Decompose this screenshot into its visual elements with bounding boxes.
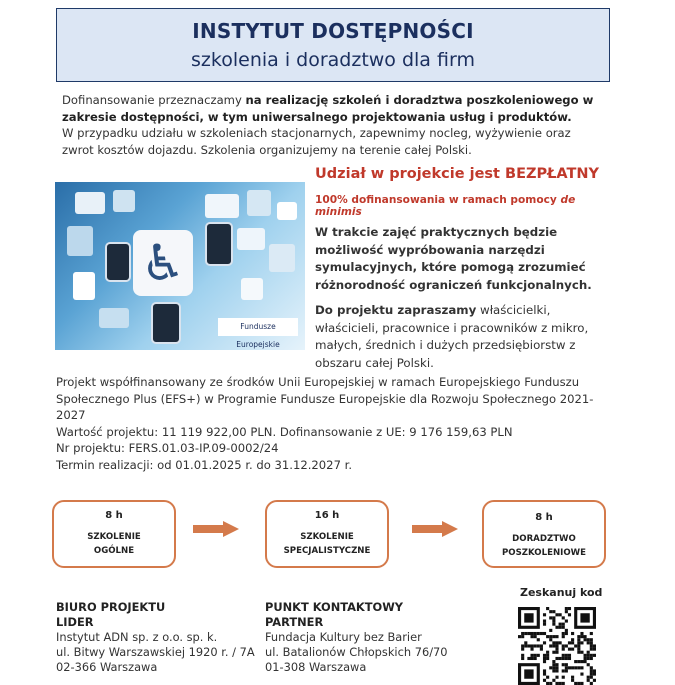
office-role: LIDER xyxy=(56,615,94,629)
accessibility-illustration xyxy=(55,182,305,350)
intro-accommodation: W przypadku udziału w szkoleniach stacjonarnych, zapewnimy nocleg, wyżywienie oraz zwrot kosztów dojazdu. Szkolenia organizujemy na terenie całej Polski. xyxy=(62,126,571,157)
arrow-right-icon xyxy=(412,521,458,537)
step-label: SZKOLENIE OGÓLNE xyxy=(87,532,141,556)
step-hours: 8 h xyxy=(535,512,553,523)
step-specialist-training xyxy=(265,500,389,568)
step-hours: 8 h xyxy=(105,510,123,521)
project-number: Nr projektu: FERS.01.03-IP.09-0002/24 xyxy=(56,441,279,455)
page-title: INSTYTUT DOSTĘPNOŚCI xyxy=(192,19,474,43)
invitation-lead: Do projektu zapraszamy xyxy=(315,303,477,317)
contact-role: PARTNER xyxy=(265,615,324,629)
promo-section xyxy=(315,166,615,372)
project-dates: Termin realizacji: od 01.01.2025 r. do 31.12.2027 r. xyxy=(56,457,353,472)
invitation-text xyxy=(315,302,615,372)
project-office xyxy=(56,600,255,675)
project-info xyxy=(56,374,616,473)
scan-code-label: Zeskanuj kod xyxy=(520,586,603,599)
intro-lead-bold: na realizację szkoleń i doradztwa poszkoleniowego w zakresie dostępności, w tym uniwersalnego projektowania usług i produktów. xyxy=(62,93,594,124)
project-value: Wartość projektu: 11 119 922,00 PLN. Dofinansowanie z UE: 9 176 159,63 PLN xyxy=(56,424,513,439)
free-participation-headline: Udział w projekcie jest BEZPŁATNY xyxy=(315,166,600,182)
office-heading: BIURO PROJEKTU xyxy=(56,600,166,614)
contact-name: Fundacja Kultury bez Barier xyxy=(265,630,422,644)
invitation-audience: właścicielki, właścicieli, pracownice i pracowników z mikro, małych, średnich i dużych przedsiębiorstw z obszaru całej Polski. xyxy=(315,303,589,370)
page-subtitle: szkolenia i doradztwo dla firm xyxy=(191,49,475,71)
step-post-training-advice xyxy=(482,500,606,568)
office-name: Instytut ADN sp. z o.o. sp. k. xyxy=(56,630,218,644)
wheelchair-icon: ♿ xyxy=(133,230,193,296)
arrow-right-icon xyxy=(193,521,239,537)
intro-text xyxy=(62,92,602,158)
step-hours: 16 h xyxy=(314,510,340,521)
contact-point xyxy=(265,600,448,675)
contact-heading: PUNKT KONTAKTOWY xyxy=(265,600,404,614)
qr-code-icon[interactable] xyxy=(518,607,596,685)
project-info-line: Projekt współfinansowany ze środków Unii Europejskiej w ramach Europejskiego Funduszu xyxy=(56,375,580,389)
contact-street: ul. Batalionów Chłopskich 76/70 xyxy=(265,645,448,659)
de-minimis-term: de minimis xyxy=(315,194,576,218)
step-label: DORADZTWO POSZKOLENIOWE xyxy=(502,534,586,558)
step-general-training xyxy=(52,500,176,568)
practice-description: W trakcie zajęć praktycznych będzie możliwość wypróbowania narzędzi symulacyjnych, które pomogą zrozumieć różnorodność ograniczeń funkcjonalnych. xyxy=(315,225,592,292)
intro-lead: Dofinansowanie przeznaczamy xyxy=(62,93,246,107)
office-street: ul. Bitwy Warszawskiej 1920 r. / 7A xyxy=(56,645,255,659)
contact-city: 01-308 Warszawa xyxy=(265,660,367,674)
funding-note-text: 100% dofinansowania w ramach pomocy xyxy=(315,194,561,206)
office-city: 02-366 Warszawa xyxy=(56,660,158,674)
eu-funds-badge: Fundusze Europejskie xyxy=(218,318,298,336)
funding-note xyxy=(315,194,615,218)
project-info-line: Społecznego Plus (EFS+) w Programie Fundusze Europejskie dla Rozwoju Społecznego 2021-2027 xyxy=(56,391,594,422)
step-label: SZKOLENIE SPECJALISTYCZNE xyxy=(283,532,371,556)
title-banner xyxy=(56,8,610,82)
